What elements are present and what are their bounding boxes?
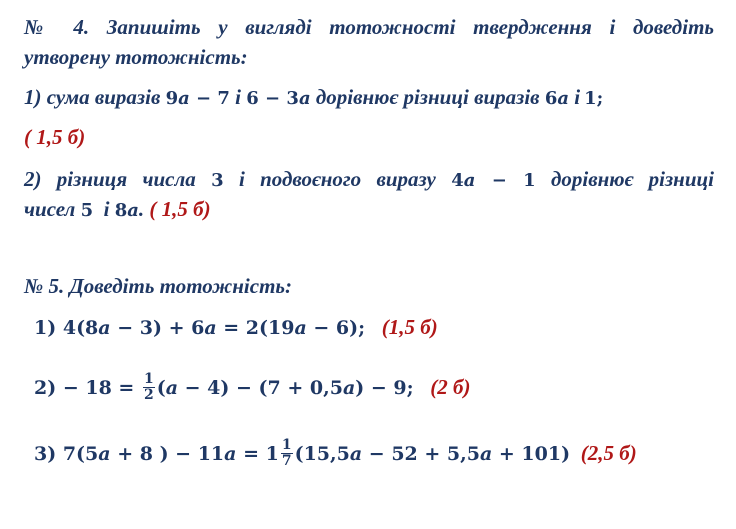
task5-equation-1 <box>34 312 438 343</box>
item2-text4: чисел <box>24 197 76 221</box>
task5-equation-3 <box>34 438 637 471</box>
item2-expr2: 8a <box>114 200 139 221</box>
item1-and2: і <box>574 85 581 109</box>
task5-equation-2 <box>34 372 471 405</box>
eq3-fraction <box>281 438 293 469</box>
item1-expr-b: 6 − 3a <box>246 88 311 109</box>
item1-and: і <box>235 85 242 109</box>
eq2-label: 2) <box>34 377 57 399</box>
task4-item2-line1 <box>24 166 714 194</box>
item2-text2: і подвоєного виразу <box>238 167 436 191</box>
eq3-frac-num: 1 <box>281 436 292 453</box>
item2-and: і <box>103 197 110 221</box>
eq3-label: 3) <box>34 443 57 465</box>
item1-expr-d: 1 <box>584 88 597 109</box>
task4-item1 <box>24 84 714 112</box>
eq2-right: (a − 4) − (7 + 0,5a) − 9; <box>156 377 414 399</box>
eq3-points: (2,5 б) <box>580 441 637 465</box>
eq1-points: (1,5 б) <box>381 315 438 339</box>
item2-points: ( 1,5 б) <box>149 197 211 221</box>
task4-heading-line1: № 4. Запишіть у вигляді тотожності твердження і доведіть <box>24 15 714 39</box>
eq1-expr: 4(8a − 3) + 6a = 2(19a − 6); <box>62 317 366 339</box>
item2-text3: дорівнює різниці <box>550 167 715 191</box>
eq2-frac-den: 2 <box>143 386 154 403</box>
task4-heading-line2: утворену тотожність: <box>24 45 248 69</box>
eq1-label: 1) <box>34 317 57 339</box>
item1-expr-c: 6a <box>544 88 570 109</box>
eq3-frac-den: 7 <box>281 452 292 469</box>
item2-dot: . <box>138 197 145 221</box>
eq2-fraction <box>143 372 155 403</box>
item2-num3: 3 <box>211 170 224 191</box>
eq2-left: − 18 = <box>56 377 141 399</box>
eq2-frac-num: 1 <box>143 370 154 387</box>
task5-heading: № 5. Доведіть тотожність: <box>24 274 292 298</box>
item2-expr: 4a − 1 <box>451 170 536 191</box>
item1-end: ; <box>596 88 604 109</box>
item1-mid: дорівнює різниці виразів <box>315 85 540 109</box>
item1-prefix: 1) сума виразів <box>24 85 161 109</box>
eq2-points: (2 б) <box>430 375 471 399</box>
item2-num5: 5 <box>80 200 94 221</box>
eq3-left: 7(5a + 8 ) − 11a = 1 <box>56 443 279 465</box>
item1-expr-a: 9a − 7 <box>165 88 230 109</box>
eq3-right: (15,5a − 52 + 5,5a + 101) <box>294 443 571 465</box>
task4-item2-line2 <box>24 196 714 224</box>
item1-points: ( 1,5 б) <box>24 125 86 149</box>
item2-text1: 2) різниця числа <box>24 167 196 191</box>
